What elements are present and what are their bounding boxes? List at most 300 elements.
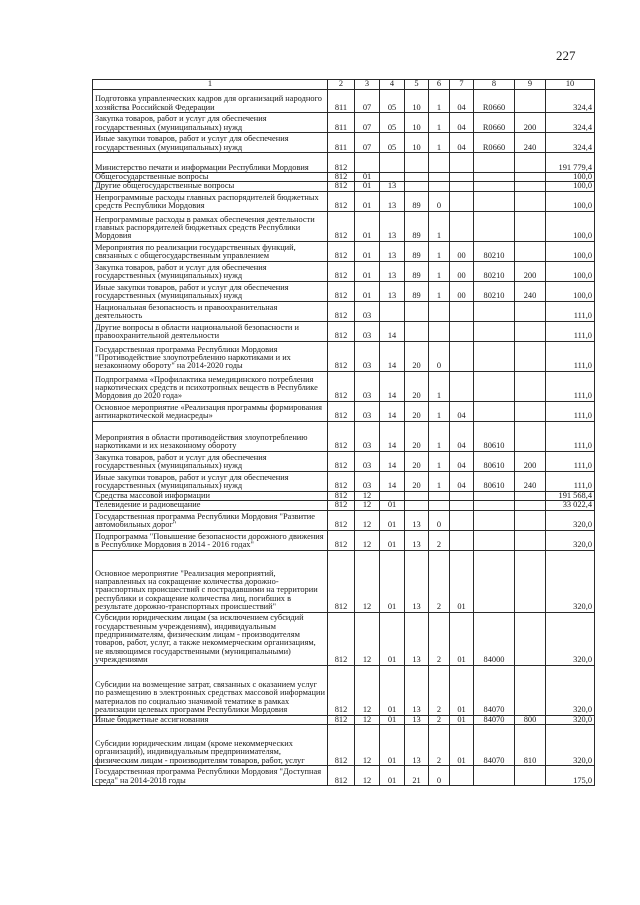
code-activity-cell <box>450 530 474 550</box>
code-section-cell: 01 <box>355 281 380 301</box>
code-direction-cell: 80210 <box>474 281 515 301</box>
amount-cell: 100,0 <box>546 211 595 241</box>
row-name-cell: Подпрограмма «Профилактика немедицинского потребления наркотических средств и психотропных веществ в Республике Мордовия до 2020 года» <box>93 371 328 401</box>
code-ministry-cell: 812 <box>328 301 355 321</box>
code-subprogram-cell <box>429 173 450 182</box>
code-subsection-cell: 13 <box>380 182 405 191</box>
row-name-cell: Телевидение и радиовещание <box>93 501 328 510</box>
code-expense-type-cell <box>515 90 546 113</box>
row-name-cell: Основное мероприятие «Реализация программы формирования антинаркотической медиасреды» <box>93 401 328 421</box>
code-activity-cell <box>450 191 474 211</box>
code-expense-type-cell: 810 <box>515 725 546 766</box>
code-ministry-cell: 812 <box>328 173 355 182</box>
code-subprogram-cell <box>429 501 450 510</box>
code-activity-cell <box>450 321 474 341</box>
code-subsection-cell <box>380 491 405 500</box>
code-activity-cell <box>450 341 474 371</box>
code-direction-cell <box>474 550 515 612</box>
code-ministry-cell: 812 <box>328 401 355 421</box>
code-activity-cell <box>450 491 474 500</box>
code-subsection-cell: 14 <box>380 421 405 451</box>
table-row <box>93 510 595 530</box>
amount-cell: 111,0 <box>546 371 595 401</box>
code-section-cell: 12 <box>355 491 380 500</box>
code-program-cell: 20 <box>405 371 429 401</box>
code-ministry-cell: 811 <box>328 113 355 133</box>
code-section-cell: 03 <box>355 471 380 491</box>
code-section-cell: 12 <box>355 612 380 665</box>
code-activity-cell <box>450 173 474 182</box>
code-subprogram-cell <box>429 301 450 321</box>
code-program-cell: 10 <box>405 90 429 113</box>
code-subprogram-cell: 0 <box>429 766 450 786</box>
code-subprogram-cell: 1 <box>429 261 450 281</box>
code-expense-type-cell <box>515 501 546 510</box>
amount-cell: 111,0 <box>546 341 595 371</box>
code-section-cell: 03 <box>355 401 380 421</box>
amount-cell: 33 022,4 <box>546 501 595 510</box>
code-ministry-cell: 812 <box>328 715 355 724</box>
amount-cell: 191 568,4 <box>546 491 595 500</box>
table-row <box>93 133 595 153</box>
code-expense-type-cell <box>515 530 546 550</box>
row-name-cell: Министерство печати и информации Республики Мордовия <box>93 153 328 173</box>
code-ministry-cell: 812 <box>328 612 355 665</box>
code-section-cell: 07 <box>355 113 380 133</box>
code-direction-cell <box>474 153 515 173</box>
code-ministry-cell: 812 <box>328 191 355 211</box>
table-row <box>93 665 595 715</box>
code-direction-cell <box>474 182 515 191</box>
code-program-cell: 89 <box>405 261 429 281</box>
code-ministry-cell: 812 <box>328 501 355 510</box>
code-expense-type-cell: 200 <box>515 113 546 133</box>
code-program-cell: 13 <box>405 510 429 530</box>
code-expense-type-cell <box>515 153 546 173</box>
code-activity-cell: 00 <box>450 241 474 261</box>
col-header: 7 <box>450 80 474 90</box>
code-program-cell: 10 <box>405 133 429 153</box>
code-ministry-cell: 812 <box>328 471 355 491</box>
code-expense-type-cell: 240 <box>515 281 546 301</box>
code-subsection-cell: 01 <box>380 665 405 715</box>
code-ministry-cell: 812 <box>328 510 355 530</box>
row-name-cell: Подготовка управленческих кадров для организаций народного хозяйства Российской Федерации <box>93 90 328 113</box>
code-expense-type-cell: 240 <box>515 133 546 153</box>
code-subsection-cell: 14 <box>380 401 405 421</box>
code-program-cell: 21 <box>405 766 429 786</box>
code-ministry-cell: 812 <box>328 665 355 715</box>
col-header: 9 <box>515 80 546 90</box>
amount-cell: 320,0 <box>546 665 595 715</box>
code-direction-cell: 84000 <box>474 612 515 665</box>
table-row <box>93 530 595 550</box>
table-header-row <box>93 80 595 90</box>
code-activity-cell: 04 <box>450 90 474 113</box>
code-program-cell: 13 <box>405 725 429 766</box>
code-ministry-cell: 812 <box>328 241 355 261</box>
code-subsection-cell: 05 <box>380 133 405 153</box>
code-direction-cell: R0660 <box>474 90 515 113</box>
row-name-cell: Подпрограмма "Повышение безопасности дорожного движения в Республике Мордовия в 2014 - 2016 годах" <box>93 530 328 550</box>
table-row <box>93 113 595 133</box>
code-section-cell: 12 <box>355 501 380 510</box>
code-subprogram-cell: 0 <box>429 191 450 211</box>
code-subsection-cell: 01 <box>380 766 405 786</box>
table-row <box>93 281 595 301</box>
amount-cell: 111,0 <box>546 401 595 421</box>
row-name-cell: Субсидии юридическим лицам (за исключением субсидий государственным учреждениям), индивидуальным предпринимателям, физическим лицам - производителям товаров, работ, услуг, а также некоммерческим организациям, не являющимся государственными (муниципальными) учреждениями <box>93 612 328 665</box>
code-subsection-cell: 13 <box>380 191 405 211</box>
code-direction-cell: 84070 <box>474 665 515 715</box>
code-program-cell: 13 <box>405 612 429 665</box>
table-row <box>93 550 595 612</box>
code-direction-cell <box>474 766 515 786</box>
code-ministry-cell: 812 <box>328 766 355 786</box>
code-subprogram-cell: 2 <box>429 612 450 665</box>
code-ministry-cell: 812 <box>328 182 355 191</box>
code-expense-type-cell <box>515 612 546 665</box>
table-row <box>93 471 595 491</box>
code-expense-type-cell <box>515 173 546 182</box>
code-program-cell <box>405 501 429 510</box>
code-activity-cell: 01 <box>450 715 474 724</box>
code-subsection-cell: 05 <box>380 113 405 133</box>
code-subsection-cell: 01 <box>380 501 405 510</box>
row-name-cell: Закупка товаров, работ и услуг для обеспечения государственных (муниципальных) нужд <box>93 451 328 471</box>
table-row <box>93 766 595 786</box>
code-section-cell: 03 <box>355 421 380 451</box>
code-ministry-cell: 812 <box>328 281 355 301</box>
amount-cell: 320,0 <box>546 612 595 665</box>
row-name-cell: Средства массовой информации <box>93 491 328 500</box>
code-section-cell: 12 <box>355 665 380 715</box>
table-row <box>93 501 595 510</box>
code-subsection-cell: 14 <box>380 371 405 401</box>
row-name-cell: Государственная программа Республики Мордовия "Противодействие злоупотреблению наркотиками и их незаконному обороту" на 2014-2020 годы <box>93 341 328 371</box>
code-direction-cell <box>474 401 515 421</box>
table-row <box>93 261 595 281</box>
code-expense-type-cell <box>515 241 546 261</box>
code-subprogram-cell: 1 <box>429 421 450 451</box>
code-subprogram-cell: 1 <box>429 401 450 421</box>
code-activity-cell <box>450 501 474 510</box>
code-subsection-cell: 13 <box>380 241 405 261</box>
code-expense-type-cell <box>515 211 546 241</box>
col-header: 2 <box>328 80 355 90</box>
row-name-cell: Иные бюджетные ассигнования <box>93 715 328 724</box>
code-activity-cell: 01 <box>450 725 474 766</box>
table-row <box>93 341 595 371</box>
amount-cell: 111,0 <box>546 471 595 491</box>
code-direction-cell <box>474 371 515 401</box>
row-name-cell: Субсидии юридическим лицам (кроме некоммерческих организаций), индивидуальным предпринимателям, физическим лицам - производителям товаров, работ, услуг <box>93 725 328 766</box>
code-section-cell: 12 <box>355 510 380 530</box>
row-name-cell: Закупка товаров, работ и услуг для обеспечения государственных (муниципальных) нужд <box>93 261 328 281</box>
code-section-cell: 01 <box>355 261 380 281</box>
code-expense-type-cell: 200 <box>515 451 546 471</box>
table-row <box>93 241 595 261</box>
code-program-cell: 89 <box>405 241 429 261</box>
code-section-cell: 12 <box>355 530 380 550</box>
code-section-cell: 12 <box>355 550 380 612</box>
code-section-cell: 07 <box>355 133 380 153</box>
amount-cell: 324,4 <box>546 90 595 113</box>
code-subprogram-cell: 1 <box>429 241 450 261</box>
code-activity-cell: 00 <box>450 261 474 281</box>
code-activity-cell: 04 <box>450 401 474 421</box>
code-section-cell <box>355 153 380 173</box>
amount-cell: 191 779,4 <box>546 153 595 173</box>
col-header: 4 <box>380 80 405 90</box>
code-program-cell: 89 <box>405 211 429 241</box>
code-section-cell: 03 <box>355 341 380 371</box>
code-ministry-cell: 812 <box>328 725 355 766</box>
code-section-cell: 01 <box>355 191 380 211</box>
code-subsection-cell: 14 <box>380 451 405 471</box>
row-name-cell: Иные закупки товаров, работ и услуг для обеспечения государственных (муниципальных) нужд <box>93 471 328 491</box>
code-program-cell: 20 <box>405 401 429 421</box>
code-expense-type-cell: 200 <box>515 261 546 281</box>
code-activity-cell <box>450 766 474 786</box>
amount-cell: 111,0 <box>546 421 595 451</box>
amount-cell: 320,0 <box>546 715 595 724</box>
code-section-cell: 01 <box>355 211 380 241</box>
code-direction-cell: R0660 <box>474 133 515 153</box>
code-subprogram-cell: 2 <box>429 550 450 612</box>
code-expense-type-cell <box>515 191 546 211</box>
code-subprogram-cell: 1 <box>429 471 450 491</box>
col-header: 8 <box>474 80 515 90</box>
code-direction-cell <box>474 301 515 321</box>
code-subsection-cell: 01 <box>380 530 405 550</box>
code-expense-type-cell: 240 <box>515 471 546 491</box>
code-direction-cell: 80210 <box>474 261 515 281</box>
code-program-cell: 10 <box>405 113 429 133</box>
code-activity-cell <box>450 211 474 241</box>
table-row <box>93 191 595 211</box>
code-subsection-cell: 05 <box>380 90 405 113</box>
code-section-cell: 03 <box>355 301 380 321</box>
code-subprogram-cell <box>429 153 450 173</box>
code-ministry-cell: 812 <box>328 261 355 281</box>
code-ministry-cell: 812 <box>328 421 355 451</box>
code-subprogram-cell: 1 <box>429 133 450 153</box>
code-activity-cell: 00 <box>450 281 474 301</box>
code-direction-cell: 80610 <box>474 451 515 471</box>
code-activity-cell: 04 <box>450 113 474 133</box>
code-ministry-cell: 812 <box>328 530 355 550</box>
code-activity-cell: 04 <box>450 133 474 153</box>
code-direction-cell: 80210 <box>474 241 515 261</box>
code-ministry-cell: 812 <box>328 491 355 500</box>
code-section-cell: 03 <box>355 371 380 401</box>
code-activity-cell <box>450 182 474 191</box>
col-header: 3 <box>355 80 380 90</box>
code-subprogram-cell: 1 <box>429 281 450 301</box>
table-row <box>93 211 595 241</box>
code-ministry-cell: 811 <box>328 90 355 113</box>
code-program-cell <box>405 491 429 500</box>
code-subsection-cell <box>380 153 405 173</box>
col-header: 1 <box>93 80 328 90</box>
row-name-cell: Государственная программа Республики Мордовия "Развитие автомобильных дорог" <box>93 510 328 530</box>
code-activity-cell: 01 <box>450 665 474 715</box>
code-program-cell: 13 <box>405 665 429 715</box>
table-row <box>93 451 595 471</box>
row-name-cell: Иные закупки товаров, работ и услуг для обеспечения государственных (муниципальных) нужд <box>93 281 328 301</box>
amount-cell: 111,0 <box>546 301 595 321</box>
code-program-cell: 13 <box>405 715 429 724</box>
amount-cell: 324,4 <box>546 113 595 133</box>
amount-cell: 320,0 <box>546 725 595 766</box>
table-row <box>93 715 595 724</box>
amount-cell: 320,0 <box>546 550 595 612</box>
code-expense-type-cell <box>515 510 546 530</box>
amount-cell: 111,0 <box>546 451 595 471</box>
code-direction-cell <box>474 191 515 211</box>
code-program-cell: 89 <box>405 281 429 301</box>
code-subsection-cell <box>380 301 405 321</box>
code-subsection-cell: 01 <box>380 550 405 612</box>
code-subsection-cell: 01 <box>380 715 405 724</box>
amount-cell: 175,0 <box>546 766 595 786</box>
table-row <box>93 90 595 113</box>
code-direction-cell: 80610 <box>474 421 515 451</box>
row-name-cell: Государственная программа Республики Мордовия "Доступная среда" на 2014-2018 годы <box>93 766 328 786</box>
row-name-cell: Другие вопросы в области национальной безопасности и правоохранительной деятельности <box>93 321 328 341</box>
code-program-cell <box>405 182 429 191</box>
code-expense-type-cell <box>515 321 546 341</box>
code-activity-cell: 04 <box>450 471 474 491</box>
amount-cell: 100,0 <box>546 281 595 301</box>
code-direction-cell <box>474 341 515 371</box>
code-expense-type-cell <box>515 766 546 786</box>
code-subsection-cell: 13 <box>380 281 405 301</box>
code-subprogram-cell: 1 <box>429 371 450 401</box>
code-program-cell: 20 <box>405 341 429 371</box>
code-subprogram-cell: 2 <box>429 715 450 724</box>
col-header: 10 <box>546 80 595 90</box>
code-direction-cell <box>474 510 515 530</box>
code-ministry-cell: 811 <box>328 133 355 153</box>
row-name-cell: Национальная безопасность и правоохранительная деятельность <box>93 301 328 321</box>
budget-table <box>92 79 595 786</box>
code-expense-type-cell <box>515 550 546 612</box>
code-expense-type-cell <box>515 491 546 500</box>
code-expense-type-cell <box>515 301 546 321</box>
table-row <box>93 182 595 191</box>
code-section-cell: 03 <box>355 321 380 341</box>
code-direction-cell <box>474 501 515 510</box>
code-activity-cell <box>450 371 474 401</box>
code-subprogram-cell: 1 <box>429 211 450 241</box>
amount-cell: 111,0 <box>546 321 595 341</box>
code-subprogram-cell <box>429 321 450 341</box>
amount-cell: 100,0 <box>546 191 595 211</box>
table-row <box>93 401 595 421</box>
code-expense-type-cell <box>515 341 546 371</box>
code-direction-cell <box>474 491 515 500</box>
table-row <box>93 301 595 321</box>
code-direction-cell: 80610 <box>474 471 515 491</box>
table-row <box>93 371 595 401</box>
code-program-cell <box>405 301 429 321</box>
code-direction-cell <box>474 211 515 241</box>
code-subprogram-cell <box>429 182 450 191</box>
code-subprogram-cell: 2 <box>429 530 450 550</box>
code-subsection-cell: 13 <box>380 261 405 281</box>
amount-cell: 320,0 <box>546 530 595 550</box>
code-subsection-cell: 01 <box>380 725 405 766</box>
amount-cell: 100,0 <box>546 241 595 261</box>
code-subprogram-cell: 1 <box>429 113 450 133</box>
code-program-cell <box>405 153 429 173</box>
code-subsection-cell: 01 <box>380 612 405 665</box>
table-row <box>93 321 595 341</box>
code-program-cell: 13 <box>405 550 429 612</box>
table-row <box>93 173 595 182</box>
row-name-cell: Закупка товаров, работ и услуг для обеспечения государственных (муниципальных) нужд <box>93 113 328 133</box>
code-expense-type-cell <box>515 665 546 715</box>
code-subsection-cell: 13 <box>380 211 405 241</box>
code-expense-type-cell: 800 <box>515 715 546 724</box>
code-program-cell: 20 <box>405 451 429 471</box>
code-direction-cell: R0660 <box>474 113 515 133</box>
code-ministry-cell: 812 <box>328 321 355 341</box>
col-header: 6 <box>429 80 450 90</box>
code-section-cell: 03 <box>355 451 380 471</box>
code-direction-cell: 84070 <box>474 725 515 766</box>
code-program-cell: 89 <box>405 191 429 211</box>
amount-cell: 100,0 <box>546 261 595 281</box>
code-ministry-cell: 812 <box>328 211 355 241</box>
code-activity-cell: 01 <box>450 550 474 612</box>
row-name-cell: Общегосударственные вопросы <box>93 173 328 182</box>
row-name-cell: Другие общегосударственные вопросы <box>93 182 328 191</box>
code-program-cell: 20 <box>405 471 429 491</box>
code-direction-cell <box>474 173 515 182</box>
code-activity-cell: 01 <box>450 612 474 665</box>
table-row <box>93 421 595 451</box>
code-subprogram-cell: 2 <box>429 665 450 715</box>
code-subsection-cell: 14 <box>380 341 405 371</box>
code-ministry-cell: 812 <box>328 371 355 401</box>
row-name-cell: Основное мероприятие "Реализация мероприятий, направленных на сокращение количества дорожно-транспортных происшествий с пострадавшими на территории республики и сокращение количества лиц, погибших в результате дорожно-транспортных происшествий" <box>93 550 328 612</box>
col-header: 5 <box>405 80 429 90</box>
code-ministry-cell: 812 <box>328 341 355 371</box>
code-activity-cell <box>450 510 474 530</box>
code-expense-type-cell <box>515 371 546 401</box>
code-activity-cell <box>450 301 474 321</box>
code-direction-cell <box>474 321 515 341</box>
code-subsection-cell: 01 <box>380 510 405 530</box>
code-expense-type-cell <box>515 401 546 421</box>
code-direction-cell <box>474 530 515 550</box>
code-subprogram-cell: 1 <box>429 451 450 471</box>
code-activity-cell: 04 <box>450 451 474 471</box>
code-program-cell: 13 <box>405 530 429 550</box>
code-section-cell: 07 <box>355 90 380 113</box>
code-subprogram-cell <box>429 491 450 500</box>
code-program-cell <box>405 173 429 182</box>
code-section-cell: 12 <box>355 766 380 786</box>
code-section-cell: 12 <box>355 725 380 766</box>
code-ministry-cell: 812 <box>328 153 355 173</box>
code-section-cell: 12 <box>355 715 380 724</box>
table-row <box>93 612 595 665</box>
amount-cell: 100,0 <box>546 173 595 182</box>
